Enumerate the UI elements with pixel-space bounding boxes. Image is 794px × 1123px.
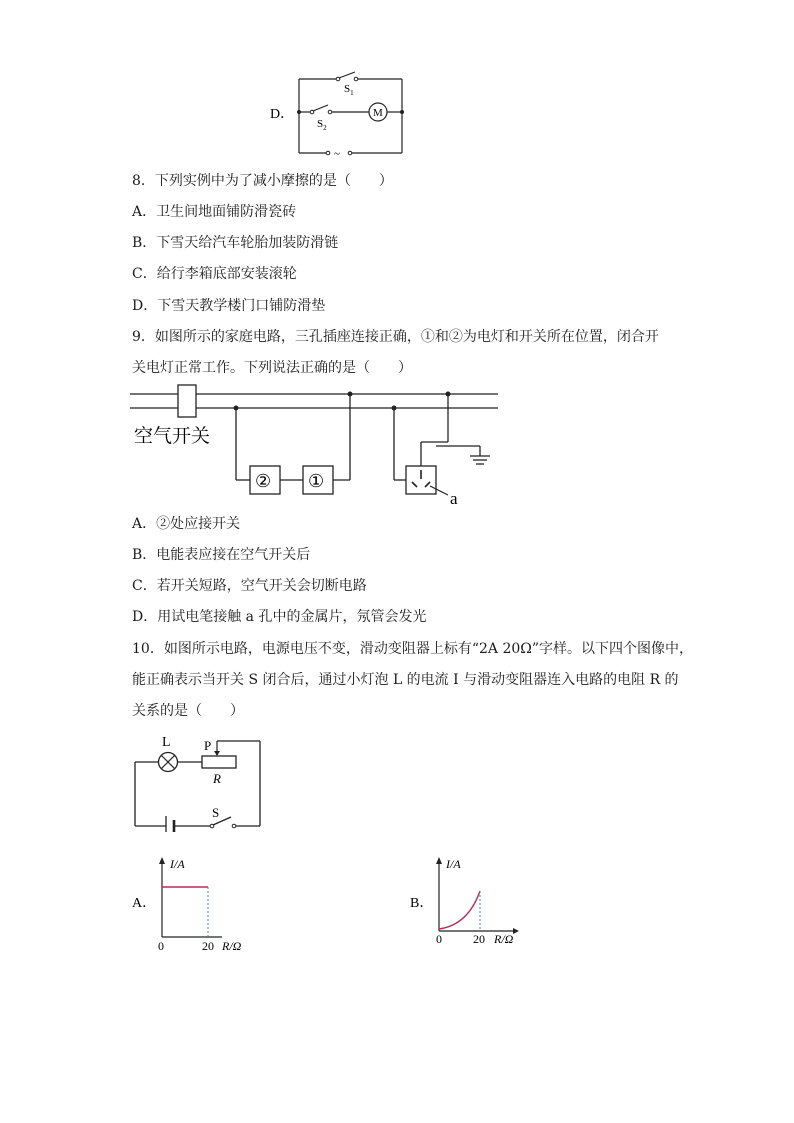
q10-graph-b[interactable]: [408, 855, 538, 955]
graph-b-origin: 0: [436, 932, 442, 946]
q7-option-d-label: D．: [270, 107, 295, 122]
lamp-label: L: [162, 735, 171, 750]
graph-b-ylabel: I/A: [446, 857, 461, 871]
graph-a-xtick: 20: [202, 939, 214, 953]
q9-option-c[interactable]: C．若开关短路，空气开关会切断电路: [132, 578, 367, 594]
q10-stem-line2: 能正确表示当开关 S 闭合后，通过小灯泡 L 的电流 I 与滑动变阻器连入电路的电阻 R 的: [132, 672, 679, 688]
box-1-label: ①: [308, 471, 325, 491]
q9-stem-line1: 9．如图所示的家庭电路，三孔插座连接正确，①和②为电灯和开关所在位置，闭合开: [132, 329, 659, 345]
q9-option-b[interactable]: B．电能表应接在空气开关后: [132, 547, 311, 563]
graph-a-option-label: A．: [132, 896, 157, 911]
breaker-label: 空气开关: [134, 426, 211, 447]
q7-option-d-figure: [268, 70, 418, 160]
box-2-label: ②: [255, 471, 272, 491]
q8-option-c[interactable]: C．给行李箱底部安装滚轮: [132, 266, 297, 282]
q10-stem-line1: 10．如图所示电路，电源电压不变，滑动变阻器上标有“2A 20Ω”字样。以下四个图像中，: [132, 641, 694, 657]
ac-source-label: ~: [334, 148, 340, 160]
q10-circuit: [130, 732, 270, 832]
graph-b-curve: [439, 891, 480, 929]
graph-b-option-label: B．: [410, 896, 434, 911]
s2-label: $S_2$: [317, 118, 327, 132]
graph-a-svg: [130, 855, 260, 955]
rheostat-label: R: [213, 771, 221, 786]
s1-label: $S_1$: [344, 83, 354, 97]
rheostat-icon: [202, 756, 236, 768]
graph-b-svg: [408, 855, 538, 955]
switch-label: S: [212, 805, 220, 820]
graph-b-xlabel: R/Ω: [494, 932, 514, 946]
q10-circuit-figure: [130, 732, 270, 832]
q10-stem-line3: 关系的是（ ）: [132, 703, 244, 719]
socket-a-label: a: [450, 489, 458, 508]
q10-graph-a[interactable]: [130, 855, 260, 955]
q8-option-d[interactable]: D．下雪天教学楼门口铺防滑垫: [132, 298, 326, 314]
q9-option-a[interactable]: A．②处应接开关: [132, 516, 241, 532]
q7-option-d-circuit: [268, 70, 418, 160]
graph-a-origin: 0: [158, 939, 164, 953]
q9-household-circuit: [130, 380, 510, 510]
q8-stem: 8．下列实例中为了减小摩擦的是（ ）: [132, 173, 393, 189]
q9-stem-line2: 关电灯正常工作。下列说法正确的是（ ）: [132, 360, 412, 376]
q9-option-d[interactable]: D．用试电笔接触 a 孔中的金属片，氖管会发光: [132, 609, 427, 625]
q8-option-a[interactable]: A．卫生间地面铺防滑瓷砖: [132, 204, 297, 220]
air-switch-icon: [178, 385, 196, 417]
motor-label: M: [373, 107, 383, 119]
slider-label: P: [204, 738, 212, 753]
graph-b-xtick: 20: [473, 932, 485, 946]
q9-household-circuit-figure: [130, 380, 510, 510]
graph-a-ylabel: I/A: [170, 857, 185, 871]
q8-option-b[interactable]: B．下雪天给汽车轮胎加装防滑链: [132, 235, 339, 251]
graph-a-xlabel: R/Ω: [222, 939, 242, 953]
